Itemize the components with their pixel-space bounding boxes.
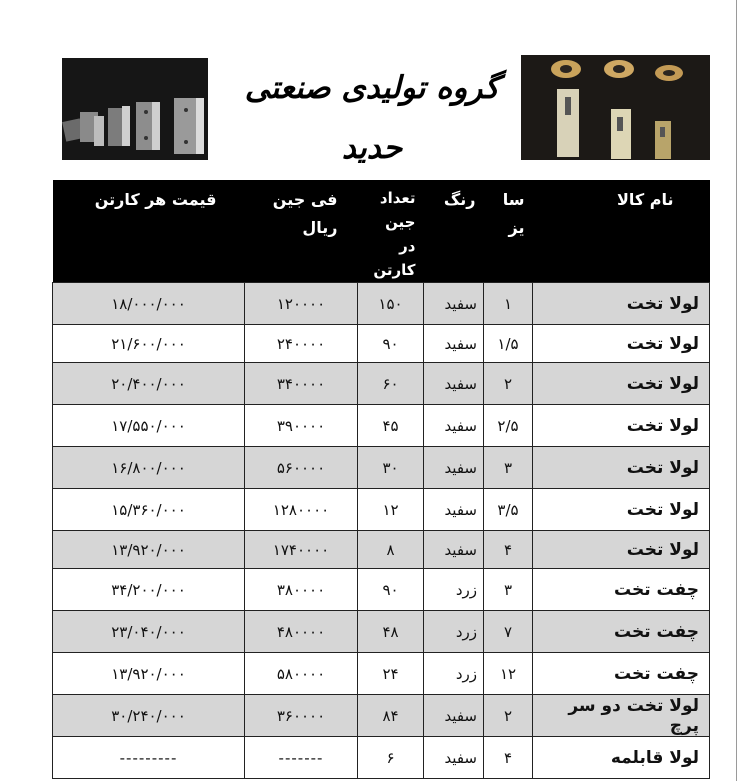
color-cell: سفید: [424, 325, 484, 363]
product-name-cell: لولا تخت: [533, 489, 710, 531]
count-cell: ۹۰: [358, 569, 424, 611]
unit-price-cell: ۱۲۸۰۰۰۰: [245, 489, 358, 531]
hinges-image: [62, 58, 208, 160]
color-cell: سفید: [424, 737, 484, 779]
unit-price-cell: ۴۸۰۰۰۰: [245, 611, 358, 653]
size-cell: ۲/۵: [484, 405, 533, 447]
color-cell: سفید: [424, 363, 484, 405]
size-cell: ۳/۵: [484, 489, 533, 531]
carton-price-cell: ۲۰/۴۰۰/۰۰۰: [53, 363, 245, 405]
carton-price-cell: ۲۳/۰۴۰/۰۰۰: [53, 611, 245, 653]
count-cell: ۱۲: [358, 489, 424, 531]
count-cell: ۱۵۰: [358, 283, 424, 325]
product-name-cell: لولا تخت: [533, 531, 710, 569]
size-cell: ۴: [484, 737, 533, 779]
table-row: [53, 611, 710, 653]
unit-price-cell: ۱۷۴۰۰۰۰: [245, 531, 358, 569]
product-name-cell: لولا تخت: [533, 405, 710, 447]
table-row: [53, 405, 710, 447]
unit-price-cell: ۳۸۰۰۰۰: [245, 569, 358, 611]
carton-price-cell: ۳۴/۲۰۰/۰۰۰: [53, 569, 245, 611]
table-row: [53, 695, 710, 737]
size-cell: ۲: [484, 695, 533, 737]
latches-photo: [521, 55, 710, 160]
size-cell: ۳: [484, 569, 533, 611]
table-row: [53, 363, 710, 405]
color-cell: سفید: [424, 283, 484, 325]
color-cell: زرد: [424, 569, 484, 611]
column-header-size: سا یز: [484, 180, 533, 283]
count-cell: ۲۴: [358, 653, 424, 695]
column-header-carton-price: قیمت هر کارتن: [53, 180, 245, 283]
size-cell: ۱: [484, 283, 533, 325]
carton-price-cell: ۱۸/۰۰۰/۰۰۰: [53, 283, 245, 325]
count-cell: ۴۵: [358, 405, 424, 447]
product-name-cell: لولا تخت: [533, 447, 710, 489]
table-row: [53, 531, 710, 569]
table-row: [53, 447, 710, 489]
unit-price-cell: ۳۶۰۰۰۰: [245, 695, 358, 737]
size-cell: ۲: [484, 363, 533, 405]
table-row: [53, 283, 710, 325]
carton-price-cell: ۱۶/۸۰۰/۰۰۰: [53, 447, 245, 489]
color-cell: سفید: [424, 695, 484, 737]
unit-price-cell: ۱۲۰۰۰۰: [245, 283, 358, 325]
unit-price-cell: ۳۹۰۰۰۰: [245, 405, 358, 447]
product-name-cell: لولا تخت دو سر پرچ: [533, 695, 710, 737]
carton-price-cell: ۱۷/۵۵۰/۰۰۰: [53, 405, 245, 447]
unit-price-cell: ۵۸۰۰۰۰: [245, 653, 358, 695]
price-table: [52, 180, 710, 779]
carton-price-cell: ۱۵/۳۶۰/۰۰۰: [53, 489, 245, 531]
latches-image: [521, 55, 710, 160]
unit-price-cell: ۲۴۰۰۰۰: [245, 325, 358, 363]
color-cell: سفید: [424, 531, 484, 569]
column-header-count: تعداد جین در کارتن: [358, 180, 424, 283]
count-cell: ۸: [358, 531, 424, 569]
column-header-name: نام کالا: [533, 180, 710, 283]
product-name-cell: چفت تخت: [533, 611, 710, 653]
count-cell: ۶: [358, 737, 424, 779]
count-cell: ۳۰: [358, 447, 424, 489]
color-cell: سفید: [424, 489, 484, 531]
color-cell: سفید: [424, 447, 484, 489]
product-name-cell: لولا تخت: [533, 363, 710, 405]
product-name-cell: لولا تخت: [533, 283, 710, 325]
page-title: گروه تولیدی صنعتی حدید: [244, 70, 500, 166]
carton-price-cell: ۲۱/۶۰۰/۰۰۰: [53, 325, 245, 363]
table-body: [53, 283, 710, 779]
unit-price-cell: ۵۶۰۰۰۰: [245, 447, 358, 489]
table-row: [53, 325, 710, 363]
carton-price-cell: ۱۳/۹۲۰/۰۰۰: [53, 531, 245, 569]
product-name-cell: لولا قابلمه: [533, 737, 710, 779]
hinges-photo: [62, 58, 208, 160]
count-cell: ۸۴: [358, 695, 424, 737]
color-cell: سفید: [424, 405, 484, 447]
table-row: [53, 489, 710, 531]
size-cell: ۳: [484, 447, 533, 489]
size-cell: ۱/۵: [484, 325, 533, 363]
size-cell: ۷: [484, 611, 533, 653]
table-row: [53, 569, 710, 611]
column-header-color: رنگ: [424, 180, 484, 283]
carton-price-cell: ۱۳/۹۲۰/۰۰۰: [53, 653, 245, 695]
table-header-row: [53, 180, 710, 283]
size-cell: ۴: [484, 531, 533, 569]
page-border: [736, 0, 737, 781]
table-row: [53, 737, 710, 779]
table-row: [53, 653, 710, 695]
product-name-cell: چفت تخت: [533, 569, 710, 611]
unit-price-cell: -------: [245, 737, 358, 779]
count-cell: ۹۰: [358, 325, 424, 363]
product-name-cell: لولا تخت: [533, 325, 710, 363]
unit-price-cell: ۳۴۰۰۰۰: [245, 363, 358, 405]
carton-price-cell: ۳۰/۲۴۰/۰۰۰: [53, 695, 245, 737]
color-cell: زرد: [424, 611, 484, 653]
size-cell: ۱۲: [484, 653, 533, 695]
column-header-unit-price: فی جین ریال: [245, 180, 358, 283]
count-cell: ۴۸: [358, 611, 424, 653]
carton-price-cell: ---------: [53, 737, 245, 779]
count-cell: ۶۰: [358, 363, 424, 405]
product-name-cell: چفت تخت: [533, 653, 710, 695]
color-cell: زرد: [424, 653, 484, 695]
